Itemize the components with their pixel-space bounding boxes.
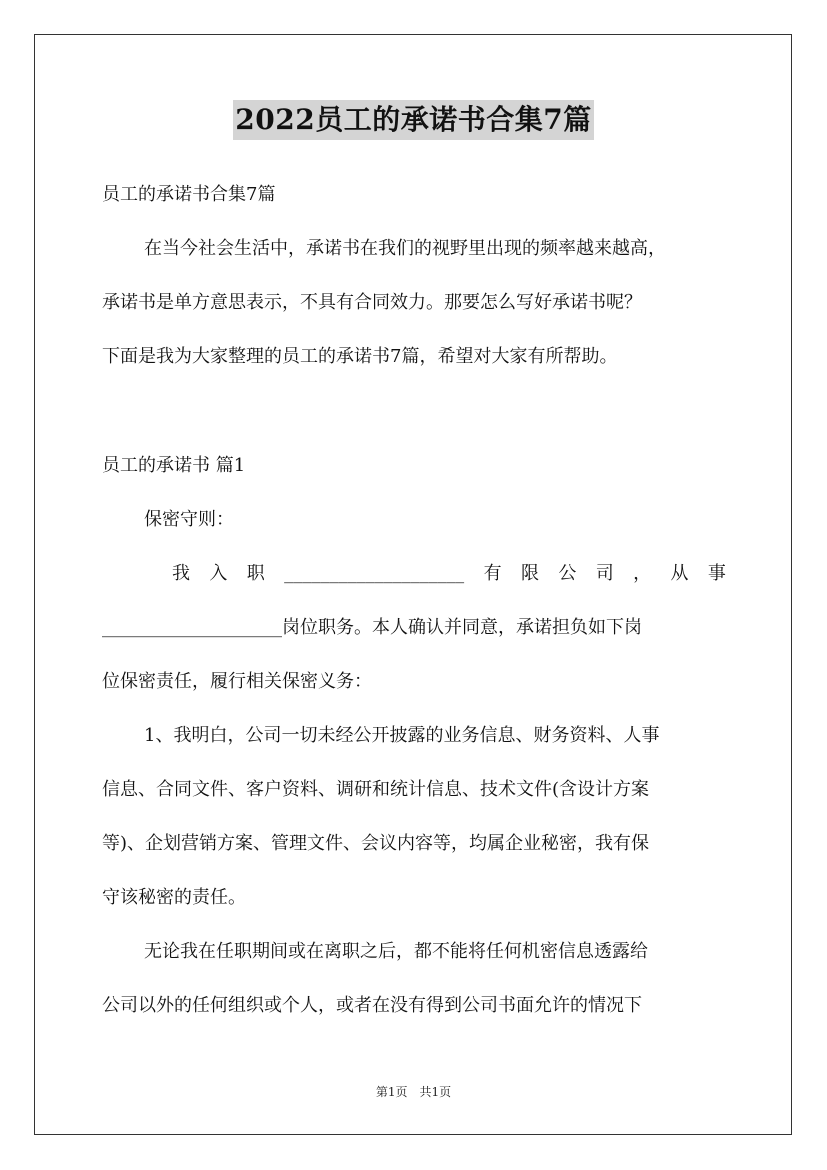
join-char: 公 bbox=[558, 563, 577, 584]
item1-line-4: 守该秘密的责任。 bbox=[102, 887, 246, 908]
join-char: 职 bbox=[246, 563, 265, 584]
join-char: 从 bbox=[670, 563, 689, 584]
section-heading: 员工的承诺书 篇1 bbox=[102, 455, 246, 476]
item1-line-3: 等)、企划营销方案、管理文件、会议内容等，均属企业秘密，我有保 bbox=[102, 833, 650, 854]
join-char: 限 bbox=[520, 563, 539, 584]
company-blank: ____________________ bbox=[284, 563, 465, 584]
rules-heading: 保密守则： bbox=[144, 509, 234, 530]
page-total: 共1页 bbox=[419, 1085, 452, 1099]
join-char: 司 bbox=[595, 563, 614, 584]
document-title: 2022员工的承诺书合集7篇 bbox=[233, 100, 593, 140]
intro-line-2: 承诺书是单方意思表示，不具有合同效力。那要怎么写好承诺书呢？ bbox=[102, 292, 642, 313]
join-char: 事 bbox=[707, 563, 726, 584]
intro-line-1: 在当今社会生活中，承诺书在我们的视野里出现的频率越来越高， bbox=[144, 238, 666, 259]
intro-line-3: 下面是我为大家整理的员工的承诺书7篇，希望对大家有所帮助。 bbox=[102, 346, 618, 367]
join-char: 有 bbox=[483, 563, 502, 584]
document-subtitle: 员工的承诺书合集7篇 bbox=[102, 184, 276, 205]
duty-line: 位保密责任，履行相关保密义务： bbox=[102, 671, 372, 692]
join-char: 入 bbox=[209, 563, 228, 584]
title-container bbox=[0, 100, 827, 140]
item1-line-1: 1、我明白，公司一切未经公开披露的业务信息、财务资料、人事 bbox=[144, 725, 660, 746]
join-char: 我 bbox=[172, 563, 190, 584]
para2-line-2: 公司以外的任何组织或个人，或者在没有得到公司书面允许的情况下 bbox=[102, 995, 642, 1016]
join-char: ， bbox=[633, 563, 652, 584]
position-line: ____________________岗位职务。本人确认并同意，承诺担负如下岗 bbox=[102, 617, 642, 638]
para2-line-1: 无论我在任职期间或在离职之后，都不能将任何机密信息透露给 bbox=[144, 941, 648, 962]
page-footer bbox=[0, 1084, 827, 1100]
page-number: 第1页 bbox=[375, 1085, 408, 1099]
join-line bbox=[172, 562, 726, 586]
item1-line-2: 信息、合同文件、客户资料、调研和统计信息、技术文件(含设计方案 bbox=[102, 779, 650, 800]
